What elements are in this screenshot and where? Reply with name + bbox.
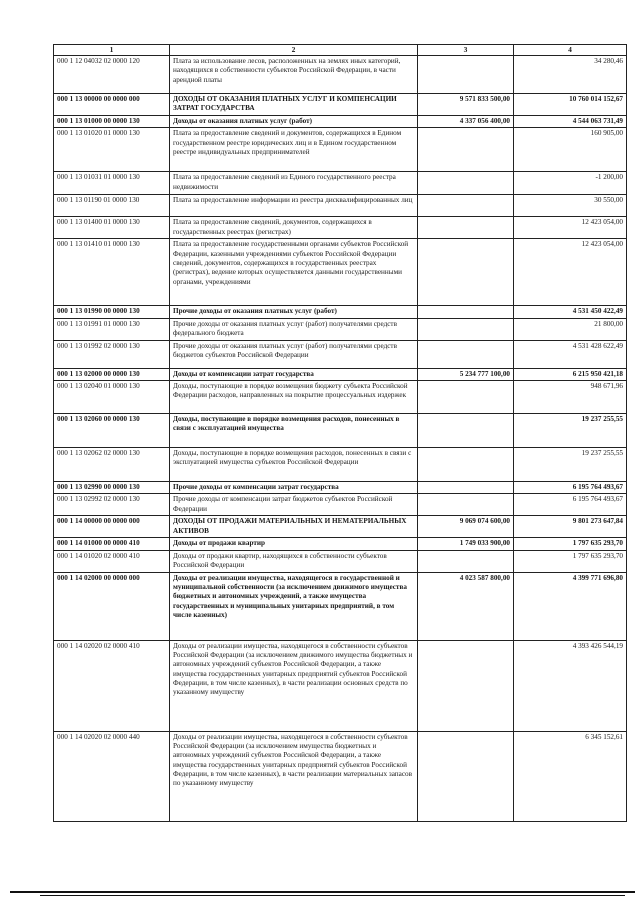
- table-row: [54, 128, 627, 172]
- row-name: Доходы от реализации имущества, находящегося в государственной и муниципальной собственности (за исключением движимого имущества бюджетных и автономных учреждений, а также имущества государственных и муниципальных унитарных предприятий, в том числе казенных): [170, 572, 418, 640]
- row-plan: [418, 340, 514, 368]
- row-code: 000 1 13 01031 01 0000 130: [54, 172, 170, 195]
- row-plan: 5 234 777 100,00: [418, 368, 514, 380]
- row-plan: 4 023 587 800,00: [418, 572, 514, 640]
- row-fact: 1 797 635 293,70: [514, 550, 627, 572]
- row-code: 000 1 13 00000 00 0000 000: [54, 94, 170, 116]
- row-fact: 12 423 054,00: [514, 239, 627, 306]
- row-name: ДОХОДЫ ОТ ПРОДАЖИ МАТЕРИАЛЬНЫХ И НЕМАТЕРИАЛЬНЫХ АКТИВОВ: [170, 516, 418, 538]
- row-fact: 6 345 152,61: [514, 731, 627, 821]
- table-row: [54, 217, 627, 239]
- row-code: 000 1 13 02992 02 0000 130: [54, 494, 170, 516]
- row-code: 000 1 13 02040 01 0000 130: [54, 381, 170, 414]
- table-row: [54, 94, 627, 116]
- row-plan: [418, 195, 514, 217]
- row-code: 000 1 14 02000 00 0000 000: [54, 572, 170, 640]
- table-row: [54, 195, 627, 217]
- table-row: [54, 640, 627, 731]
- row-code: 000 1 14 02020 02 0000 440: [54, 731, 170, 821]
- row-plan: [418, 414, 514, 448]
- row-plan: [418, 482, 514, 494]
- row-code: 000 1 13 01991 01 0000 130: [54, 318, 170, 340]
- row-name: Доходы, поступающие в порядке возмещения расходов, понесенных в связи с эксплуатацией имущества субъектов Российской Федерации: [170, 448, 418, 482]
- bottom-rule: [10, 891, 635, 893]
- row-code: 000 1 12 04032 02 0000 120: [54, 56, 170, 94]
- row-plan: [418, 381, 514, 414]
- row-code: 000 1 13 01190 01 0000 130: [54, 195, 170, 217]
- row-fact: 6 195 764 493,67: [514, 494, 627, 516]
- row-fact: 34 280,46: [514, 56, 627, 94]
- row-name: Прочие доходы от оказания платных услуг (работ) получателями средств федерального бюджета: [170, 318, 418, 340]
- row-name: Плата за предоставление государственными органами субъектов Российской Федерации, казенными учреждениями субъектов Российской Федерации сведений, документов, содержащихся в государственных реестрах (регистрах), ведение которых осуществляется данными государственными органами, учреждениями: [170, 239, 418, 306]
- row-name: ДОХОДЫ ОТ ОКАЗАНИЯ ПЛАТНЫХ УСЛУГ И КОМПЕНСАЦИИ ЗАТРАТ ГОСУДАРСТВА: [170, 94, 418, 116]
- row-plan: [418, 239, 514, 306]
- table-row: [54, 239, 627, 306]
- table-row: [54, 538, 627, 550]
- row-name: Плата за предоставление сведений из Единого государственного реестра недвижимости: [170, 172, 418, 195]
- row-plan: [418, 306, 514, 318]
- row-code: 000 1 14 01020 02 0000 410: [54, 550, 170, 572]
- row-plan: [418, 172, 514, 195]
- row-fact: 21 800,00: [514, 318, 627, 340]
- row-name: Прочие доходы от компенсации затрат бюджетов субъектов Российской Федерации: [170, 494, 418, 516]
- row-plan: 4 337 056 400,00: [418, 116, 514, 128]
- row-fact: 4 544 063 731,49: [514, 116, 627, 128]
- table-row: [54, 56, 627, 94]
- row-plan: [418, 640, 514, 731]
- row-name: Доходы от реализации имущества, находящегося в собственности субъектов Российской Федерации (за исключением движимого имущества бюджетных и автономных учреждений субъектов Российской Федерации, а также имущества государственных унитарных предприятий субъектов Российской Федерации, в том числе казенных), в части реализации основных средств по указанному имуществу: [170, 640, 418, 731]
- row-name: Плата за предоставление информации из реестра дисквалифицированных лиц: [170, 195, 418, 217]
- row-code: 000 1 13 02990 00 0000 130: [54, 482, 170, 494]
- row-fact: 6 215 950 421,18: [514, 368, 627, 380]
- bottom-rule-thin: [40, 895, 625, 896]
- row-plan: [418, 217, 514, 239]
- row-name: Плата за предоставление сведений, документов, содержащихся в государственных реестрах (регистрах): [170, 217, 418, 239]
- table-row: [54, 172, 627, 195]
- table-row: [54, 116, 627, 128]
- row-fact: 12 423 054,00: [514, 217, 627, 239]
- table-row: [54, 340, 627, 368]
- row-name: Доходы, поступающие в порядке возмещения бюджету субъекта Российской Федерации расходов, направленных на покрытие процессуальных издержек: [170, 381, 418, 414]
- row-code: 000 1 13 01020 01 0000 130: [54, 128, 170, 172]
- row-code: 000 1 14 00000 00 0000 000: [54, 516, 170, 538]
- row-name: Доходы от реализации имущества, находящегося в собственности субъектов Российской Федерации (за исключением имущества бюджетных и автономных учреждений субъектов Российской Федерации, а также имущества государственных унитарных предприятий субъектов Российской Федерации, в том числе казенных), в части реализации материальных запасов по указанному имуществу: [170, 731, 418, 821]
- table-row: [54, 448, 627, 482]
- row-code: 000 1 13 02060 00 0000 130: [54, 414, 170, 448]
- table-row: [54, 414, 627, 448]
- row-name: Прочие доходы от компенсации затрат государства: [170, 482, 418, 494]
- row-fact: 4 531 450 422,49: [514, 306, 627, 318]
- row-code: 000 1 14 02020 02 0000 410: [54, 640, 170, 731]
- row-fact: 4 399 771 696,80: [514, 572, 627, 640]
- header-col-1: 1: [54, 45, 170, 56]
- table-row: [54, 318, 627, 340]
- row-plan: 9 571 833 500,00: [418, 94, 514, 116]
- row-name: Прочие доходы от оказания платных услуг (работ) получателями средств бюджетов субъектов Российской Федерации: [170, 340, 418, 368]
- row-fact: 4 531 428 622,49: [514, 340, 627, 368]
- row-fact: 4 393 426 544,19: [514, 640, 627, 731]
- row-name: Прочие доходы от оказания платных услуг (работ): [170, 306, 418, 318]
- row-fact: 9 801 273 647,84: [514, 516, 627, 538]
- header-col-2: 2: [170, 45, 418, 56]
- row-fact: 948 671,96: [514, 381, 627, 414]
- row-fact: 160 905,00: [514, 128, 627, 172]
- header-col-4: 4: [514, 45, 627, 56]
- table-row: [54, 368, 627, 380]
- row-plan: 9 069 074 600,00: [418, 516, 514, 538]
- row-name: Плата за предоставление сведений и документов, содержащихся в Едином государственном реестре юридических лиц и в Едином государственном реестре индивидуальных предпринимателей: [170, 128, 418, 172]
- row-code: 000 1 13 01400 01 0000 130: [54, 217, 170, 239]
- row-code: 000 1 13 01410 01 0000 130: [54, 239, 170, 306]
- row-name: Доходы от оказания платных услуг (работ): [170, 116, 418, 128]
- row-plan: [418, 128, 514, 172]
- table-row: [54, 731, 627, 821]
- row-code: 000 1 13 02000 00 0000 130: [54, 368, 170, 380]
- row-fact: 19 237 255,55: [514, 414, 627, 448]
- row-name: Доходы от продажи квартир: [170, 538, 418, 550]
- table-row: [54, 550, 627, 572]
- row-plan: [418, 56, 514, 94]
- row-fact: 30 550,00: [514, 195, 627, 217]
- row-code: 000 1 13 01000 00 0000 130: [54, 116, 170, 128]
- table-row: [54, 306, 627, 318]
- table-row: [54, 482, 627, 494]
- row-code: 000 1 13 02062 02 0000 130: [54, 448, 170, 482]
- row-code: 000 1 13 01992 02 0000 130: [54, 340, 170, 368]
- row-plan: [418, 550, 514, 572]
- row-code: 000 1 13 01990 00 0000 130: [54, 306, 170, 318]
- row-fact: 19 237 255,55: [514, 448, 627, 482]
- row-name: Доходы от продажи квартир, находящихся в собственности субъектов Российской Федерации: [170, 550, 418, 572]
- row-plan: [418, 448, 514, 482]
- table-row: [54, 572, 627, 640]
- row-code: 000 1 14 01000 00 0000 410: [54, 538, 170, 550]
- row-plan: [418, 494, 514, 516]
- header-row: [54, 45, 627, 56]
- row-plan: [418, 731, 514, 821]
- table-row: [54, 516, 627, 538]
- header-col-3: 3: [418, 45, 514, 56]
- row-fact: 10 760 014 152,67: [514, 94, 627, 116]
- table-row: [54, 494, 627, 516]
- row-name: Доходы, поступающие в порядке возмещения расходов, понесенных в связи с эксплуатацией имущества: [170, 414, 418, 448]
- table-row: [54, 381, 627, 414]
- row-fact: 1 797 635 293,70: [514, 538, 627, 550]
- row-name: Доходы от компенсации затрат государства: [170, 368, 418, 380]
- revenue-table: [53, 44, 627, 822]
- row-plan: 1 749 033 900,00: [418, 538, 514, 550]
- row-plan: [418, 318, 514, 340]
- row-fact: 6 195 764 493,67: [514, 482, 627, 494]
- row-name: Плата за использование лесов, расположенных на землях иных категорий, находящихся в собственности субъектов Российской Федерации, в части арендной платы: [170, 56, 418, 94]
- row-fact: -1 200,00: [514, 172, 627, 195]
